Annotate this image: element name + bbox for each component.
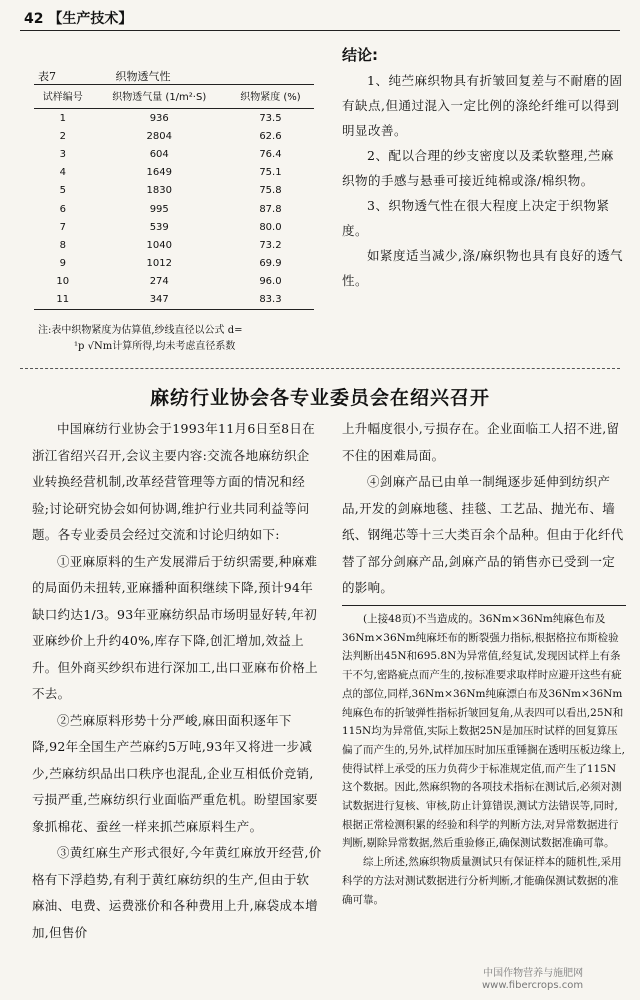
table-cell: 76.4 bbox=[259, 148, 282, 160]
table-cell: 11 bbox=[34, 291, 92, 310]
table-note-line: 注:表中织物紧度为估算值,纱线直径以公式 d= bbox=[38, 325, 243, 336]
table-row bbox=[34, 255, 314, 273]
table-row bbox=[34, 164, 314, 182]
table-cell: 69.9 bbox=[259, 258, 282, 270]
table-cell: 80.0 bbox=[259, 221, 282, 233]
table-cell: 62.6 bbox=[259, 130, 282, 142]
watermark-line: www.fibercrops.com bbox=[482, 980, 584, 991]
table-cell: 73.5 bbox=[259, 112, 282, 124]
table-header-cell: 织物紧度 (%) bbox=[227, 85, 314, 109]
table-cell: 2804 bbox=[146, 130, 172, 142]
article-right-column bbox=[342, 416, 626, 602]
article-title: 麻纺行业协会各专业委员会在绍兴召开 bbox=[149, 387, 490, 409]
table-cell: 1 bbox=[59, 112, 66, 124]
table-header-cell: 试样编号 bbox=[34, 85, 92, 109]
continued-article bbox=[342, 605, 626, 909]
table-cell: 75.8 bbox=[259, 185, 282, 197]
article-paragraph: ③黄红麻生产形式很好,今年黄红麻放开经营,价格有下浮趋势,有利于黄红麻纺织的生产,但由于软麻油、电费、运费涨价和各种费用上升,麻袋成本增加,但售价 bbox=[32, 845, 322, 940]
table-cell: 3 bbox=[59, 148, 66, 160]
permeability-table bbox=[34, 84, 314, 310]
table-cell: 83.3 bbox=[227, 291, 314, 310]
table-cell: 9 bbox=[59, 258, 66, 270]
table-cell: 347 bbox=[92, 291, 227, 310]
table-cell: 1830 bbox=[146, 185, 172, 197]
continued-paragraph: 综上所述,然麻织物质量测试只有保证样本的随机性,采用科学的方法对测试数据进行分析判断,才能确保测试数据的准确可靠。 bbox=[342, 856, 622, 906]
table-caption-title: 织物透气性 bbox=[115, 70, 171, 83]
table-note-line: ¹p √Nm计算所得,均未考虑直径系数 bbox=[74, 341, 236, 352]
table-note bbox=[38, 323, 328, 355]
page-header bbox=[24, 8, 132, 28]
table-row bbox=[34, 127, 314, 145]
continued-paragraph: (上接48页)不当造成的。36Nm×36Nm纯麻色布及36Nm×36Nm纯麻坯布的断裂强力指标,根据格拉布斯检验法判断出45N和695.8N为异常值,经复试,发现因试样上有条干不匀,密路疵点而产生的,按标准要求取样时应避开这些有疵点的部位,同样,36Nm×36Nm纯麻漂白布及36Nm×36Nm纯麻色布的折皱弹性指标折皱回复角,从表四可以看出,25N和115N均为异常值,实际上数据25N是加压时试样的回复算压偏了而产生的,另外,试样加压时加压重锤搁在透明压板边缘上,使得试样上承受的压力负荷少于标准规定值,而产生了115N这个数据。因此,然麻织物的各项技术指标在测试后,必须对测试数据进行复核、审核,防止计算错误,测试方法错误等,同时,根据正常检测积累的经验和科学的判断方法,对异常数据进行判断,剔除异常数据,然后重验修正,确保测试数据准确可靠。 bbox=[342, 613, 626, 850]
table-row bbox=[34, 236, 314, 254]
table-cell: 5 bbox=[59, 185, 66, 197]
table-cell: 1012 bbox=[146, 258, 172, 270]
article-paragraph: 中国麻纺行业协会于1993年11月6日至8日在浙江省绍兴召开,会议主要内容:交流各地麻纺织企业转换经营机制,改革经营管理等方面的情况和经验;讨论研究协会如何协调,维护行业共同利益等问题。各专业委员会经过交流和讨论归纳如下: bbox=[32, 421, 316, 542]
conclusion-paragraph: 如紧度适当减少,涤/麻织物也具有良好的透气性。 bbox=[342, 248, 624, 288]
table-cell: 4 bbox=[59, 167, 66, 179]
table-caption bbox=[38, 68, 227, 84]
article-paragraph: ①亚麻原料的生产发展滞后于纺织需要,种麻难的局面仍未扭转,亚麻播种面积继续下降,预计94年缺口约达1/3。93年亚麻纺织品市场明显好转,年初亚麻纱价上升约40%,库存下降,创汇增加,效益上升。但外商买纱织布进行深加工,出口亚麻布价格上不去。 bbox=[32, 553, 318, 701]
table-cell: 87.8 bbox=[259, 203, 282, 215]
table-header-row bbox=[34, 85, 314, 109]
article-paragraph: ④剑麻产品已由单一制绳逐步延伸到纺织产品,开发的剑麻地毯、挂毯、工艺品、抛光布、墙纸、钢绳芯等十三大类百余个品种。但由于化纤代替了部分剑麻产品,剑麻产品的销售亦已受到一定的影响。 bbox=[342, 474, 624, 595]
page-number: 42 bbox=[24, 11, 44, 27]
table-cell: 75.1 bbox=[259, 167, 282, 179]
table-row bbox=[34, 291, 314, 310]
section-label: 【生产技术】 bbox=[48, 11, 133, 27]
table-cell: 6 bbox=[59, 203, 66, 215]
table-cell: 96.0 bbox=[259, 276, 282, 288]
table-cell: 995 bbox=[149, 203, 169, 215]
site-watermark bbox=[482, 968, 583, 992]
table-row bbox=[34, 145, 314, 163]
table-row bbox=[34, 273, 314, 291]
table-cell: 7 bbox=[59, 221, 66, 233]
table-caption-number: 表7 bbox=[38, 70, 56, 83]
article-paragraph: ②苎麻原料形势十分严峻,麻田面积逐年下降,92年全国生产苎麻约5万吨,93年又将进一步减少,苎麻纺织品出口秩序也混乱,企业互相低价竞销,亏损严重,苎麻纺织行业面临严重危机。盼望国家要象抓棉花、蚕丝一样来抓苎麻原料生产。 bbox=[32, 712, 318, 834]
table-cell: 8 bbox=[59, 239, 66, 251]
table-cell: 2 bbox=[59, 130, 66, 142]
table-row bbox=[34, 218, 314, 236]
table-row bbox=[34, 200, 314, 218]
conclusion-body bbox=[342, 68, 626, 293]
article-left-column bbox=[32, 416, 322, 946]
table-cell: 1649 bbox=[146, 167, 172, 179]
table-cell: 604 bbox=[149, 148, 169, 160]
table-cell: 274 bbox=[149, 276, 169, 288]
table-row bbox=[34, 182, 314, 200]
table-cell: 73.2 bbox=[259, 239, 282, 251]
table-cell: 539 bbox=[149, 221, 169, 233]
table-cell: 10 bbox=[56, 276, 70, 288]
watermark-line: 中国作物营养与施肥网 bbox=[483, 968, 584, 979]
table-header-cell: 织物透气量 (1/m²·S) bbox=[92, 85, 227, 109]
article-paragraph-continued: 上升幅度很小,亏损存在。企业面临工人招不进,留不住的困难局面。 bbox=[342, 421, 620, 463]
conclusion-paragraph: 2、配以合理的纱支密度以及柔软整理,苎麻织物的手感与悬垂可接近纯棉或涤/棉织物。 bbox=[342, 148, 614, 188]
conclusion-heading: 结论: bbox=[342, 46, 378, 64]
table-cell: 936 bbox=[149, 112, 169, 124]
section-divider bbox=[20, 368, 620, 369]
conclusion-paragraph: 1、纯苎麻织物具有折皱回复差与不耐磨的固有缺点,但通过混入一定比例的涤纶纤维可以得到明显改善。 bbox=[342, 73, 623, 138]
table-cell: 1040 bbox=[146, 239, 172, 251]
conclusion-paragraph: 3、织物透气性在很大程度上决定于织物紧度。 bbox=[342, 198, 610, 238]
table-row bbox=[34, 109, 314, 128]
header-rule bbox=[20, 30, 620, 31]
